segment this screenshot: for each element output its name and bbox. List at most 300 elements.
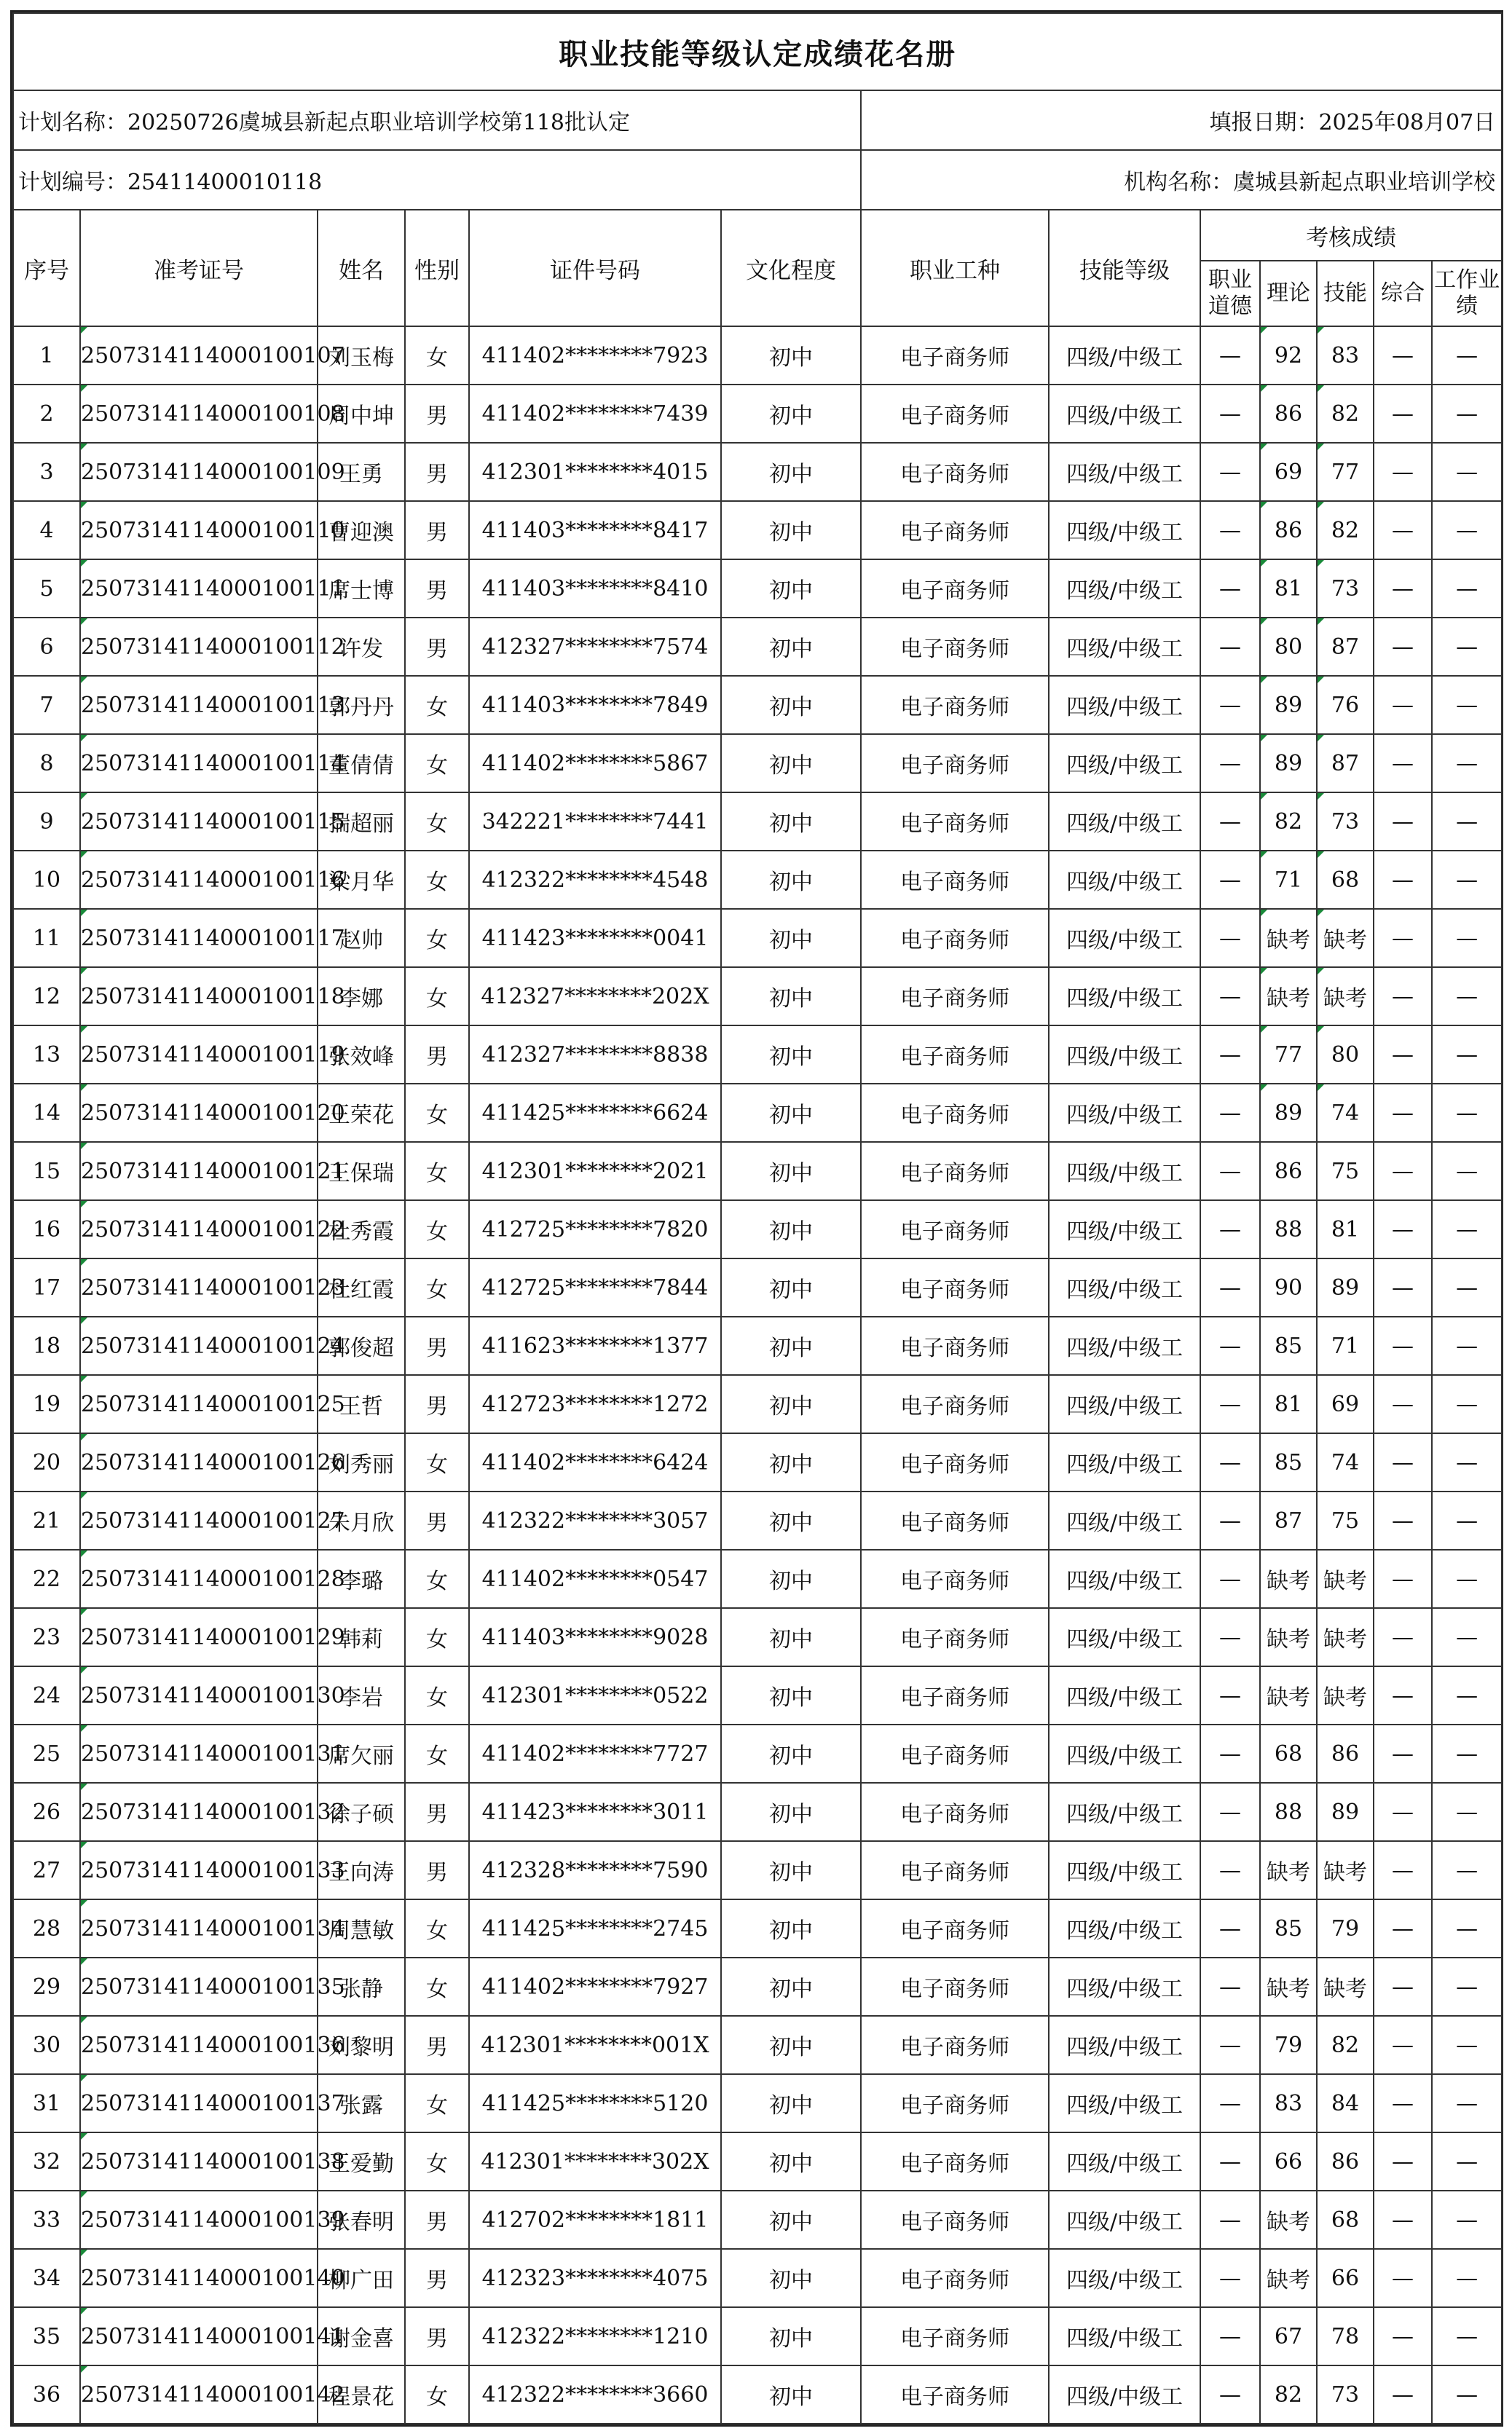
cell-skill-level: 四级/中级工 xyxy=(1049,1492,1200,1550)
cell-overall: — xyxy=(1374,734,1432,792)
cell-id-number: 412301********2021 xyxy=(469,1142,721,1200)
cell-id-number: 412301********0522 xyxy=(469,1666,721,1725)
cell-skill: 66 xyxy=(1317,2249,1374,2307)
cell-ethics: — xyxy=(1200,501,1260,559)
cell-gender: 女 xyxy=(405,676,469,734)
cell-ethics: — xyxy=(1200,1608,1260,1666)
table-row xyxy=(13,1433,1502,1492)
cell-name: 程景花 xyxy=(318,2365,405,2424)
cell-education: 初中 xyxy=(721,1899,861,1958)
table-row xyxy=(13,443,1502,501)
cell-seq: 11 xyxy=(13,909,80,967)
table-row xyxy=(13,1200,1502,1258)
cell-name: 柳广田 xyxy=(318,2249,405,2307)
cell-skill-level: 四级/中级工 xyxy=(1049,1608,1200,1666)
cell-skill-level: 四级/中级工 xyxy=(1049,1725,1200,1783)
cell-ethics: — xyxy=(1200,2249,1260,2307)
table-row xyxy=(13,909,1502,967)
cell-work: — xyxy=(1432,2191,1502,2249)
cell-name: 张露 xyxy=(318,2074,405,2132)
cell-education: 初中 xyxy=(721,1317,861,1375)
cell-occupation: 电子商务师 xyxy=(861,792,1049,851)
cell-ethics: — xyxy=(1200,1492,1260,1550)
cell-seq: 2 xyxy=(13,385,80,443)
header-gender: 性别 xyxy=(405,210,469,326)
cell-overall: — xyxy=(1374,792,1432,851)
cell-work: — xyxy=(1432,2249,1502,2307)
cell-seq: 35 xyxy=(13,2307,80,2365)
cell-skill-level: 四级/中级工 xyxy=(1049,2191,1200,2249)
cell-skill: 缺考 xyxy=(1317,1841,1374,1899)
cell-ethics: — xyxy=(1200,792,1260,851)
cell-work: — xyxy=(1432,2307,1502,2365)
cell-occupation: 电子商务师 xyxy=(861,501,1049,559)
cell-gender: 女 xyxy=(405,734,469,792)
cell-gender: 女 xyxy=(405,909,469,967)
cell-theory: 89 xyxy=(1260,734,1317,792)
table-row xyxy=(13,559,1502,618)
table-row xyxy=(13,1084,1502,1142)
cell-name: 王爱勤 xyxy=(318,2132,405,2191)
cell-seq: 17 xyxy=(13,1258,80,1317)
cell-skill: 68 xyxy=(1317,851,1374,909)
cell-name: 朱月欣 xyxy=(318,1492,405,1550)
cell-skill-level: 四级/中级工 xyxy=(1049,1084,1200,1142)
cell-ethics: — xyxy=(1200,2074,1260,2132)
cell-theory: 90 xyxy=(1260,1258,1317,1317)
cell-seq: 1 xyxy=(13,326,80,385)
cell-exam-id: 2507314114000100139 xyxy=(80,2191,318,2249)
cell-occupation: 电子商务师 xyxy=(861,967,1049,1025)
cell-theory: 67 xyxy=(1260,2307,1317,2365)
cell-work: — xyxy=(1432,443,1502,501)
cell-education: 初中 xyxy=(721,326,861,385)
cell-skill: 缺考 xyxy=(1317,909,1374,967)
cell-exam-id: 2507314114000100129 xyxy=(80,1608,318,1666)
cell-exam-id: 2507314114000100120 xyxy=(80,1084,318,1142)
cell-skill: 缺考 xyxy=(1317,1666,1374,1725)
cell-work: — xyxy=(1432,1725,1502,1783)
cell-seq: 31 xyxy=(13,2074,80,2132)
cell-work: — xyxy=(1432,1084,1502,1142)
cell-skill-level: 四级/中级工 xyxy=(1049,1550,1200,1608)
cell-name: 董倩倩 xyxy=(318,734,405,792)
cell-theory: 81 xyxy=(1260,1375,1317,1433)
cell-gender: 女 xyxy=(405,1725,469,1783)
cell-name: 席士博 xyxy=(318,559,405,618)
cell-id-number: 412322********1210 xyxy=(469,2307,721,2365)
cell-education: 初中 xyxy=(721,2307,861,2365)
cell-id-number: 411402********7439 xyxy=(469,385,721,443)
cell-overall: — xyxy=(1374,326,1432,385)
cell-seq: 25 xyxy=(13,1725,80,1783)
cell-overall: — xyxy=(1374,2249,1432,2307)
cell-exam-id: 2507314114000100110 xyxy=(80,501,318,559)
cell-skill: 82 xyxy=(1317,501,1374,559)
cell-education: 初中 xyxy=(721,967,861,1025)
cell-occupation: 电子商务师 xyxy=(861,851,1049,909)
cell-name: 王勇 xyxy=(318,443,405,501)
cell-work: — xyxy=(1432,1841,1502,1899)
cell-gender: 男 xyxy=(405,443,469,501)
cell-id-number: 412327********202X xyxy=(469,967,721,1025)
cell-seq: 6 xyxy=(13,618,80,676)
cell-overall: — xyxy=(1374,1375,1432,1433)
cell-occupation: 电子商务师 xyxy=(861,2074,1049,2132)
cell-work: — xyxy=(1432,967,1502,1025)
cell-occupation: 电子商务师 xyxy=(861,2249,1049,2307)
cell-skill: 73 xyxy=(1317,559,1374,618)
cell-theory: 82 xyxy=(1260,2365,1317,2424)
cell-skill-level: 四级/中级工 xyxy=(1049,1841,1200,1899)
cell-education: 初中 xyxy=(721,851,861,909)
cell-id-number: 411425********2745 xyxy=(469,1899,721,1958)
cell-work: — xyxy=(1432,1433,1502,1492)
cell-skill: 75 xyxy=(1317,1142,1374,1200)
header-ethics: 职业道德 xyxy=(1200,261,1260,326)
cell-occupation: 电子商务师 xyxy=(861,1550,1049,1608)
cell-exam-id: 2507314114000100121 xyxy=(80,1142,318,1200)
table-row xyxy=(13,326,1502,385)
page-title: 职业技能等级认定成绩花名册 xyxy=(13,13,1502,90)
cell-work: — xyxy=(1432,2365,1502,2424)
cell-ethics: — xyxy=(1200,1958,1260,2016)
cell-exam-id: 2507314114000100136 xyxy=(80,2016,318,2074)
cell-skill: 缺考 xyxy=(1317,967,1374,1025)
cell-skill-level: 四级/中级工 xyxy=(1049,2249,1200,2307)
table-row xyxy=(13,2016,1502,2074)
table-row xyxy=(13,2365,1502,2424)
cell-overall: — xyxy=(1374,1783,1432,1841)
cell-skill-level: 四级/中级工 xyxy=(1049,2365,1200,2424)
cell-work: — xyxy=(1432,326,1502,385)
cell-id-number: 412301********001X xyxy=(469,2016,721,2074)
cell-skill-level: 四级/中级工 xyxy=(1049,1258,1200,1317)
cell-seq: 12 xyxy=(13,967,80,1025)
cell-skill: 86 xyxy=(1317,2132,1374,2191)
cell-id-number: 411403********9028 xyxy=(469,1608,721,1666)
cell-gender: 女 xyxy=(405,2365,469,2424)
cell-education: 初中 xyxy=(721,1958,861,2016)
cell-overall: — xyxy=(1374,1258,1432,1317)
cell-skill: 86 xyxy=(1317,1725,1374,1783)
cell-skill-level: 四级/中级工 xyxy=(1049,1025,1200,1084)
cell-skill-level: 四级/中级工 xyxy=(1049,326,1200,385)
cell-education: 初中 xyxy=(721,443,861,501)
cell-theory: 缺考 xyxy=(1260,1841,1317,1899)
cell-id-number: 412723********1272 xyxy=(469,1375,721,1433)
cell-ethics: — xyxy=(1200,559,1260,618)
cell-seq: 9 xyxy=(13,792,80,851)
cell-exam-id: 2507314114000100124 xyxy=(80,1317,318,1375)
table-row xyxy=(13,2191,1502,2249)
table-row xyxy=(13,1958,1502,2016)
cell-work: — xyxy=(1432,676,1502,734)
cell-skill-level: 四级/中级工 xyxy=(1049,2016,1200,2074)
cell-seq: 34 xyxy=(13,2249,80,2307)
table-row xyxy=(13,1025,1502,1084)
cell-work: — xyxy=(1432,1025,1502,1084)
cell-seq: 4 xyxy=(13,501,80,559)
cell-work: — xyxy=(1432,1550,1502,1608)
table-row xyxy=(13,851,1502,909)
cell-exam-id: 2507314114000100114 xyxy=(80,734,318,792)
cell-theory: 缺考 xyxy=(1260,909,1317,967)
cell-id-number: 411403********7849 xyxy=(469,676,721,734)
cell-id-number: 412327********8838 xyxy=(469,1025,721,1084)
cell-ethics: — xyxy=(1200,1899,1260,1958)
cell-skill-level: 四级/中级工 xyxy=(1049,1433,1200,1492)
cell-gender: 女 xyxy=(405,792,469,851)
cell-theory: 66 xyxy=(1260,2132,1317,2191)
cell-name: 许发 xyxy=(318,618,405,676)
cell-name: 李岩 xyxy=(318,1666,405,1725)
cell-gender: 女 xyxy=(405,1258,469,1317)
cell-theory: 80 xyxy=(1260,618,1317,676)
cell-exam-id: 2507314114000100142 xyxy=(80,2365,318,2424)
cell-seq: 18 xyxy=(13,1317,80,1375)
cell-gender: 男 xyxy=(405,2191,469,2249)
cell-seq: 28 xyxy=(13,1899,80,1958)
cell-skill: 68 xyxy=(1317,2191,1374,2249)
cell-seq: 14 xyxy=(13,1084,80,1142)
cell-gender: 男 xyxy=(405,2249,469,2307)
header-name: 姓名 xyxy=(318,210,405,326)
cell-education: 初中 xyxy=(721,792,861,851)
cell-ethics: — xyxy=(1200,1142,1260,1200)
header-education: 文化程度 xyxy=(721,210,861,326)
cell-theory: 86 xyxy=(1260,385,1317,443)
cell-id-number: 412327********7574 xyxy=(469,618,721,676)
cell-seq: 33 xyxy=(13,2191,80,2249)
table-row xyxy=(13,676,1502,734)
cell-skill: 缺考 xyxy=(1317,1608,1374,1666)
cell-id-number: 411402********7927 xyxy=(469,1958,721,2016)
cell-id-number: 411402********7923 xyxy=(469,326,721,385)
cell-name: 张春明 xyxy=(318,2191,405,2249)
cell-gender: 女 xyxy=(405,1550,469,1608)
cell-name: 张效峰 xyxy=(318,1025,405,1084)
header-seq: 序号 xyxy=(13,210,80,326)
cell-gender: 女 xyxy=(405,326,469,385)
cell-ethics: — xyxy=(1200,443,1260,501)
table-row xyxy=(13,792,1502,851)
cell-occupation: 电子商务师 xyxy=(861,909,1049,967)
cell-id-number: 412301********302X xyxy=(469,2132,721,2191)
cell-ethics: — xyxy=(1200,1666,1260,1725)
cell-overall: — xyxy=(1374,1025,1432,1084)
cell-theory: 77 xyxy=(1260,1025,1317,1084)
cell-overall: — xyxy=(1374,2016,1432,2074)
cell-education: 初中 xyxy=(721,2132,861,2191)
cell-theory: 81 xyxy=(1260,559,1317,618)
cell-seq: 5 xyxy=(13,559,80,618)
cell-gender: 男 xyxy=(405,559,469,618)
cell-occupation: 电子商务师 xyxy=(861,1375,1049,1433)
cell-name: 郭丹丹 xyxy=(318,676,405,734)
cell-name: 揣超丽 xyxy=(318,792,405,851)
cell-skill-level: 四级/中级工 xyxy=(1049,909,1200,967)
cell-work: — xyxy=(1432,1317,1502,1375)
cell-education: 初中 xyxy=(721,1725,861,1783)
cell-seq: 23 xyxy=(13,1608,80,1666)
cell-theory: 85 xyxy=(1260,1317,1317,1375)
cell-ethics: — xyxy=(1200,2016,1260,2074)
cell-skill-level: 四级/中级工 xyxy=(1049,618,1200,676)
cell-seq: 16 xyxy=(13,1200,80,1258)
cell-occupation: 电子商务师 xyxy=(861,1899,1049,1958)
cell-ethics: — xyxy=(1200,1025,1260,1084)
cell-ethics: — xyxy=(1200,1084,1260,1142)
cell-work: — xyxy=(1432,851,1502,909)
cell-name: 王保瑞 xyxy=(318,1142,405,1200)
cell-exam-id: 2507314114000100111 xyxy=(80,559,318,618)
cell-skill: 82 xyxy=(1317,385,1374,443)
table-row xyxy=(13,2074,1502,2132)
fill-date: 填报日期：2025年08月07日 xyxy=(861,90,1502,150)
table-row xyxy=(13,385,1502,443)
cell-occupation: 电子商务师 xyxy=(861,1258,1049,1317)
cell-skill-level: 四级/中级工 xyxy=(1049,676,1200,734)
cell-exam-id: 2507314114000100135 xyxy=(80,1958,318,2016)
cell-theory: 86 xyxy=(1260,1142,1317,1200)
cell-name: 杜秀霞 xyxy=(318,1200,405,1258)
cell-name: 王荣花 xyxy=(318,1084,405,1142)
table-row xyxy=(13,1666,1502,1725)
cell-occupation: 电子商务师 xyxy=(861,1084,1049,1142)
cell-education: 初中 xyxy=(721,1258,861,1317)
cell-name: 张静 xyxy=(318,1958,405,2016)
cell-education: 初中 xyxy=(721,1084,861,1142)
cell-exam-id: 2507314114000100108 xyxy=(80,385,318,443)
cell-occupation: 电子商务师 xyxy=(861,326,1049,385)
header-scores: 考核成绩 xyxy=(1200,210,1502,261)
header-exam-id: 准考证号 xyxy=(80,210,318,326)
cell-theory: 87 xyxy=(1260,1492,1317,1550)
cell-gender: 女 xyxy=(405,1608,469,1666)
cell-ethics: — xyxy=(1200,1258,1260,1317)
cell-work: — xyxy=(1432,1492,1502,1550)
header-occupation: 职业工种 xyxy=(861,210,1049,326)
cell-education: 初中 xyxy=(721,1550,861,1608)
cell-id-number: 411402********7727 xyxy=(469,1725,721,1783)
cell-ethics: — xyxy=(1200,1725,1260,1783)
cell-work: — xyxy=(1432,559,1502,618)
cell-ethics: — xyxy=(1200,2132,1260,2191)
cell-occupation: 电子商务师 xyxy=(861,1841,1049,1899)
cell-skill: 69 xyxy=(1317,1375,1374,1433)
cell-occupation: 电子商务师 xyxy=(861,618,1049,676)
table-row xyxy=(13,1375,1502,1433)
cell-exam-id: 2507314114000100128 xyxy=(80,1550,318,1608)
cell-exam-id: 2507314114000100116 xyxy=(80,851,318,909)
cell-overall: — xyxy=(1374,1608,1432,1666)
header-overall: 综合 xyxy=(1374,261,1432,326)
cell-theory: 69 xyxy=(1260,443,1317,501)
cell-exam-id: 2507314114000100130 xyxy=(80,1666,318,1725)
cell-overall: — xyxy=(1374,2074,1432,2132)
cell-name: 席欠丽 xyxy=(318,1725,405,1783)
cell-overall: — xyxy=(1374,676,1432,734)
cell-education: 初中 xyxy=(721,2365,861,2424)
cell-skill: 87 xyxy=(1317,618,1374,676)
cell-seq: 32 xyxy=(13,2132,80,2191)
cell-ethics: — xyxy=(1200,1783,1260,1841)
cell-name: 谢金喜 xyxy=(318,2307,405,2365)
score-roster-table xyxy=(12,12,1503,2424)
cell-overall: — xyxy=(1374,2365,1432,2424)
cell-overall: — xyxy=(1374,1492,1432,1550)
table-row xyxy=(13,1492,1502,1550)
cell-gender: 女 xyxy=(405,2132,469,2191)
cell-skill: 77 xyxy=(1317,443,1374,501)
cell-work: — xyxy=(1432,2132,1502,2191)
table-row xyxy=(13,1725,1502,1783)
cell-name: 赵帅 xyxy=(318,909,405,967)
cell-occupation: 电子商务师 xyxy=(861,559,1049,618)
cell-exam-id: 2507314114000100138 xyxy=(80,2132,318,2191)
cell-gender: 男 xyxy=(405,1492,469,1550)
plan-number: 计划编号：25411400010118 xyxy=(13,150,861,210)
cell-work: — xyxy=(1432,909,1502,967)
cell-id-number: 412322********3660 xyxy=(469,2365,721,2424)
cell-gender: 男 xyxy=(405,618,469,676)
cell-theory: 缺考 xyxy=(1260,1666,1317,1725)
cell-education: 初中 xyxy=(721,1200,861,1258)
cell-overall: — xyxy=(1374,1666,1432,1725)
cell-exam-id: 2507314114000100107 xyxy=(80,326,318,385)
cell-overall: — xyxy=(1374,851,1432,909)
cell-work: — xyxy=(1432,734,1502,792)
cell-exam-id: 2507314114000100127 xyxy=(80,1492,318,1550)
cell-name: 李娜 xyxy=(318,967,405,1025)
cell-work: — xyxy=(1432,1958,1502,2016)
cell-occupation: 电子商务师 xyxy=(861,2132,1049,2191)
cell-name: 韩莉 xyxy=(318,1608,405,1666)
cell-name: 刘玉梅 xyxy=(318,326,405,385)
cell-skill-level: 四级/中级工 xyxy=(1049,967,1200,1025)
cell-exam-id: 2507314114000100115 xyxy=(80,792,318,851)
table-row xyxy=(13,1608,1502,1666)
cell-overall: — xyxy=(1374,2307,1432,2365)
cell-exam-id: 2507314114000100137 xyxy=(80,2074,318,2132)
cell-id-number: 412322********4548 xyxy=(469,851,721,909)
cell-gender: 男 xyxy=(405,2307,469,2365)
cell-ethics: — xyxy=(1200,1375,1260,1433)
cell-exam-id: 2507314114000100132 xyxy=(80,1783,318,1841)
cell-id-number: 412301********4015 xyxy=(469,443,721,501)
cell-skill: 74 xyxy=(1317,1433,1374,1492)
cell-skill-level: 四级/中级工 xyxy=(1049,851,1200,909)
cell-education: 初中 xyxy=(721,1492,861,1550)
cell-education: 初中 xyxy=(721,1025,861,1084)
cell-ethics: — xyxy=(1200,967,1260,1025)
cell-theory: 88 xyxy=(1260,1783,1317,1841)
cell-id-number: 412725********7820 xyxy=(469,1200,721,1258)
cell-skill: 82 xyxy=(1317,2016,1374,2074)
cell-gender: 男 xyxy=(405,501,469,559)
cell-theory: 68 xyxy=(1260,1725,1317,1783)
cell-skill-level: 四级/中级工 xyxy=(1049,2307,1200,2365)
cell-overall: — xyxy=(1374,501,1432,559)
cell-ethics: — xyxy=(1200,734,1260,792)
header-id-number: 证件号码 xyxy=(469,210,721,326)
table-row xyxy=(13,1899,1502,1958)
cell-seq: 22 xyxy=(13,1550,80,1608)
cell-ethics: — xyxy=(1200,385,1260,443)
cell-occupation: 电子商务师 xyxy=(861,1200,1049,1258)
cell-ethics: — xyxy=(1200,1200,1260,1258)
